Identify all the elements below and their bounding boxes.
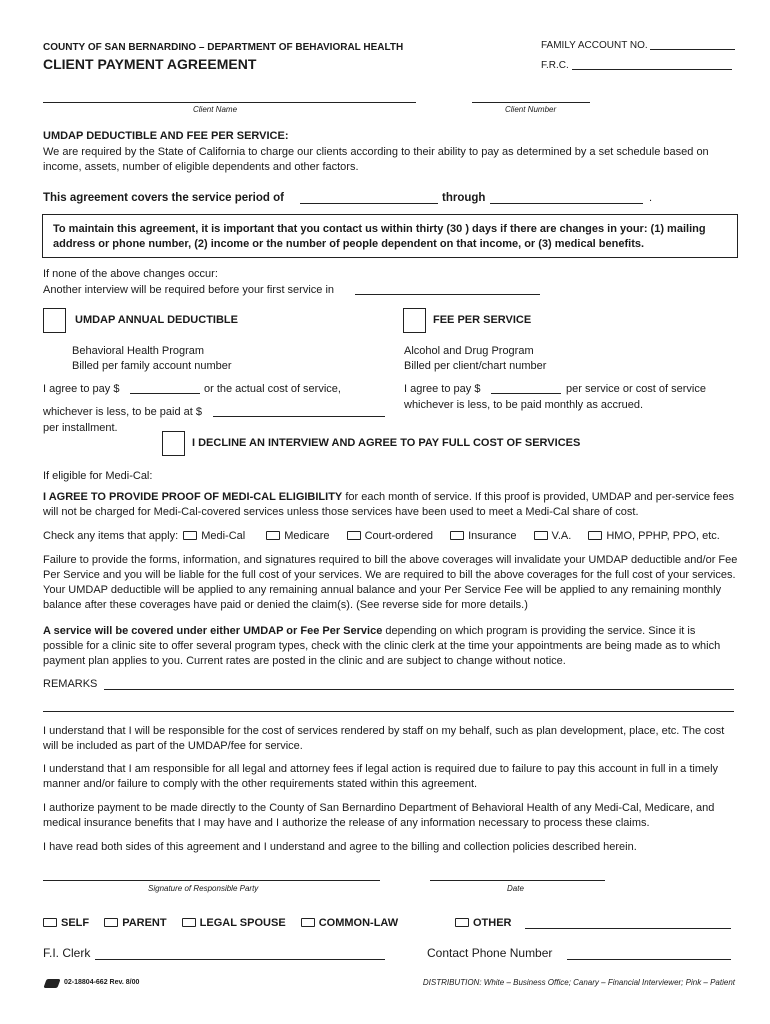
fps-amount-field[interactable] [491, 393, 561, 394]
parent-checkbox[interactable] [104, 918, 118, 927]
county-logo-icon [43, 979, 60, 988]
umdap-agree-label: I agree to pay $ [43, 383, 120, 395]
court-ordered-checkbox[interactable] [347, 531, 361, 540]
client-name-field[interactable] [43, 102, 416, 103]
statement-legal-fees: I understand that I am responsible for all legal and attorney fees if legal action is required due to failure to pay this account in full in a timely manner and/or failure to comply with the other requirements stated within this agreement. [43, 763, 719, 790]
umdap-or-cost: or the actual cost of service, [204, 383, 341, 395]
service-period-end-field[interactable] [490, 203, 643, 204]
service-coverage-paragraph: A service will be covered under either UMDAP or Fee Per Service depending on which program is providing the service. Since it is possible for a clinic site to offer several program types, check with the clinic clerk at the time your appointments are being made as to which payment plan applies to you. Current rates are posted in the clinic and are subject to change without notice. [43, 625, 721, 667]
umdap-billing: Billed per family account number [72, 360, 232, 372]
remarks-label: REMARKS [43, 678, 98, 690]
other-field[interactable] [525, 928, 731, 929]
insurance-checkbox[interactable] [450, 531, 464, 540]
failure-paragraph: Failure to provide the forms, information, and signatures required to bill the above coverages will invalidate your UMDAP deductible and/or Fee Per Service and you will be liable for the full cost of your services. We are required to bill the above coverages for the full cost of your services. Your UMDAP deductible will be applied to any remaining annual balance and your Per Service Fee will be applied to any remaining monthly balance after these coverages have paid or denied the claim(s). (See reverse side for more details.) [43, 554, 738, 611]
remarks-field-line1[interactable] [104, 689, 734, 690]
fps-billing: Billed per client/chart number [404, 360, 547, 372]
umdap-description: We are required by the State of California to charge our clients according to their ability to pay as determined by a set schedule based on income, assets, number of eligible dependents and other factors. [43, 146, 709, 173]
legal-spouse-checkbox[interactable] [182, 918, 196, 927]
signature-label: Signature of Responsible Party [148, 884, 259, 893]
signature-field[interactable] [43, 880, 380, 881]
va-checkbox[interactable] [534, 531, 548, 540]
decline-label: I DECLINE AN INTERVIEW AND AGREE TO PAY FULL COST OF SERVICES [192, 437, 581, 449]
self-checkbox[interactable] [43, 918, 57, 927]
client-name-label: Client Name [193, 105, 238, 114]
coverage-checklist: Check any items that apply: Medi-Cal Medicare Court-ordered Insurance V.A. HMO, PPHP, PPO, etc. [43, 530, 720, 542]
umdap-per-installment: per installment. [43, 422, 118, 434]
notice-text: To maintain this agreement, it is important that you contact us within thirty (30 ) days if there are changes in your: (1) mailing address or phone number, (2) income or the number of people dependent on that income, or (3) medical benefits. [53, 223, 706, 250]
family-account-label: FAMILY ACCOUNT NO. [541, 40, 648, 51]
next-service-field[interactable] [355, 294, 540, 295]
department-name: COUNTY OF SAN BERNARDINO – DEPARTMENT OF BEHAVIORAL HEALTH [43, 42, 404, 53]
service-period-start-field[interactable] [300, 203, 438, 204]
umdap-deductible-checkbox[interactable] [43, 308, 66, 333]
client-number-label: Client Number [505, 105, 557, 114]
medi-cal-eligible: If eligible for Medi-Cal: [43, 470, 153, 482]
medi-cal-checkbox[interactable] [183, 531, 197, 540]
remarks-field-line2[interactable] [43, 711, 734, 712]
common-law-checkbox[interactable] [301, 918, 315, 927]
fi-clerk-label: F.I. Clerk [43, 946, 91, 960]
fps-whichever: whichever is less, to be paid monthly as accrued. [404, 399, 644, 411]
other-checkbox[interactable] [455, 918, 469, 927]
fi-clerk-field[interactable] [95, 959, 385, 960]
statement-agreement: I have read both sides of this agreement and I understand and agree to the billing and collection policies described herein. [43, 841, 637, 853]
umdap-whichever: whichever is less, to be paid at $ [43, 406, 202, 418]
form-title: CLIENT PAYMENT AGREEMENT [43, 56, 257, 72]
statement-cost-of-services: I understand that I will be responsible for the cost of services rendered by staff on my behalf, such as plan development, place, etc. The cost will be included as part of the UMDAP/fee for service. [43, 725, 725, 752]
relationship-options: SELF PARENT LEGAL SPOUSE COMMON-LAW [43, 917, 398, 929]
umdap-amount-field[interactable] [130, 393, 200, 394]
family-account-field[interactable] [650, 49, 735, 50]
contact-phone-field[interactable] [567, 959, 731, 960]
umdap-installment-field[interactable] [213, 416, 385, 417]
distribution-note: DISTRIBUTION: White – Business Office; Canary – Financial Interviewer; Pink – Patient [422, 978, 735, 987]
client-number-field[interactable] [472, 102, 590, 103]
fps-per-service: per service or cost of service [566, 383, 706, 395]
service-period-label: This agreement covers the service period of [43, 192, 284, 204]
umdap-program: Behavioral Health Program [72, 345, 205, 357]
contact-phone-label: Contact Phone Number [427, 946, 553, 960]
statement-authorize-payment: I authorize payment to be made directly to the County of San Bernardino Department of Behavioral Health of any Medi-Cal, Medicare, and medical insurance benefits that I may have and I authorize the release of any information necessary to process these claims. [43, 802, 715, 829]
other-option: OTHER [455, 917, 512, 929]
fee-per-service-label: FEE PER SERVICE [433, 314, 532, 326]
form-number: 02-18804-662 Rev. 8/00 [64, 979, 140, 986]
service-period-through: through [442, 192, 486, 204]
frc-label: F.R.C. [541, 60, 569, 71]
medi-cal-proof: I AGREE TO PROVIDE PROOF OF MEDI-CAL ELIGIBILITY for each month of service. If this proof is provided, UMDAP and per-service fees will not be charged for Medi-Cal-covered services unless those services have been used to meet a Medi-Cal share of cost. [43, 491, 734, 518]
frc-field[interactable] [572, 69, 732, 70]
no-change-line1: If none of the above changes occur: [43, 268, 218, 280]
decline-checkbox[interactable] [162, 431, 185, 456]
umdap-heading: UMDAP DEDUCTIBLE AND FEE PER SERVICE: [43, 130, 289, 142]
umdap-deductible-label: UMDAP ANNUAL DEDUCTIBLE [75, 314, 238, 326]
fps-agree-label: I agree to pay $ [404, 383, 481, 395]
hmo-checkbox[interactable] [588, 531, 602, 540]
no-change-line2: Another interview will be required before your first service in [43, 284, 335, 296]
date-label: Date [507, 884, 524, 893]
medicare-checkbox[interactable] [266, 531, 280, 540]
notice-box [42, 214, 738, 258]
fee-per-service-checkbox[interactable] [403, 308, 426, 333]
date-field[interactable] [430, 880, 605, 881]
fps-program: Alcohol and Drug Program [404, 345, 534, 357]
